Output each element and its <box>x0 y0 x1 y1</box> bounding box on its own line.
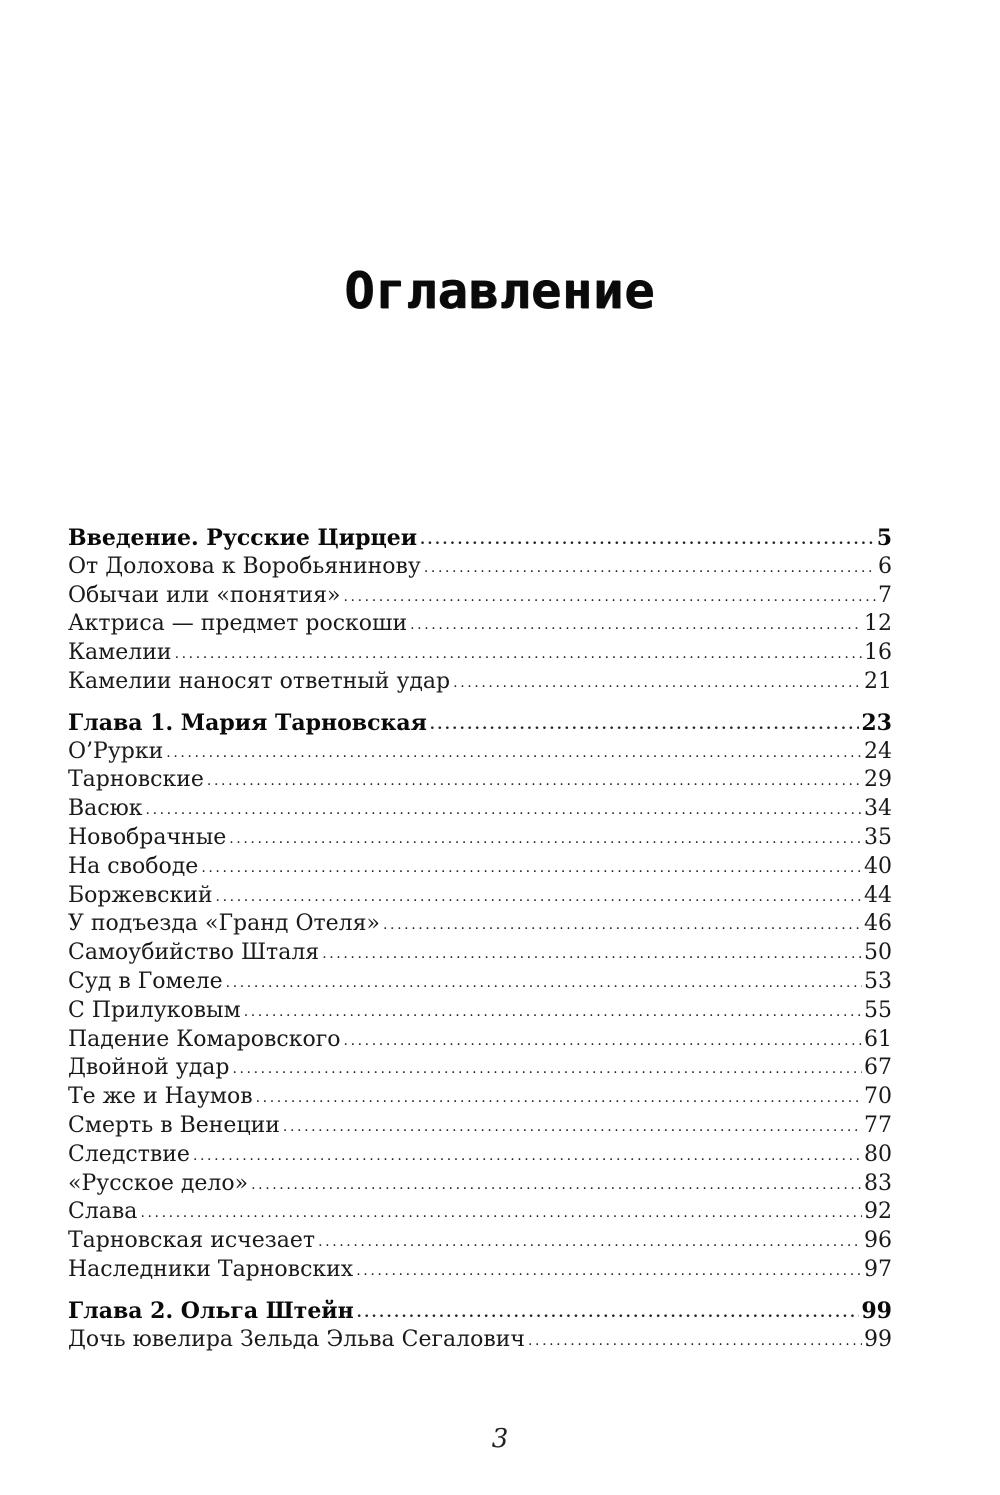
toc-heading-label: Глава 2. Ольга Штейн <box>68 1297 354 1324</box>
toc-entry[interactable] <box>68 939 892 968</box>
toc-entry-label: Слава <box>68 1199 138 1225</box>
dot-leader <box>420 526 875 555</box>
toc-entry-label: «Русское дело» <box>68 1170 249 1196</box>
dot-leader <box>146 796 862 825</box>
toc-page-number: 92 <box>864 1199 892 1225</box>
toc-page-number: 99 <box>861 1297 892 1324</box>
toc-entry[interactable] <box>68 1054 892 1083</box>
toc-entry-label: Наследники Тарновских <box>68 1256 354 1282</box>
dot-leader <box>193 1142 862 1171</box>
dot-leader <box>140 1199 862 1228</box>
toc-entry-label: Новобрачные <box>68 824 227 850</box>
toc-entry-label: У подъезда «Гранд Отеля» <box>68 911 380 937</box>
dot-leader <box>357 1299 860 1328</box>
toc-entry[interactable] <box>68 668 892 697</box>
dot-leader <box>226 969 862 998</box>
toc-entry-label: Камелии наносят ответный удар <box>68 668 451 694</box>
toc-page-number: 40 <box>864 853 892 879</box>
toc-page-number: 67 <box>864 1055 892 1081</box>
toc-page-number: 29 <box>864 767 892 793</box>
toc-page-number: 12 <box>864 611 892 637</box>
toc-entry[interactable] <box>68 853 892 882</box>
dot-leader <box>322 940 862 969</box>
dot-leader <box>318 1228 862 1257</box>
dot-leader <box>410 611 862 640</box>
toc-entry[interactable] <box>68 553 892 582</box>
toc-page-number: 53 <box>864 968 892 994</box>
toc-page-number: 16 <box>864 640 892 666</box>
dot-leader <box>453 669 862 698</box>
toc-section-heading[interactable] <box>68 709 892 738</box>
toc-entry[interactable] <box>68 882 892 911</box>
toc-page-number: 21 <box>864 668 892 694</box>
page-title: Оглавление <box>344 262 656 320</box>
toc-page-number: 35 <box>864 824 892 850</box>
toc-page-number: 77 <box>864 1112 892 1138</box>
section-spacer <box>68 1285 892 1297</box>
dot-leader <box>283 1113 862 1142</box>
toc-page-number: 55 <box>864 997 892 1023</box>
dot-leader <box>528 1327 862 1356</box>
toc-entry[interactable] <box>68 582 892 611</box>
dot-leader <box>232 1055 862 1084</box>
toc-entry-label: Тарновские <box>68 767 204 793</box>
toc-entry[interactable] <box>68 1112 892 1141</box>
toc-entry-label: Камелии <box>68 640 172 666</box>
toc-entry[interactable] <box>68 1227 892 1256</box>
toc-page-number: 80 <box>864 1141 892 1167</box>
toc-heading-label: Введение. Русские Цирцеи <box>68 525 418 551</box>
toc-page-number: 23 <box>861 709 892 736</box>
toc-heading-label: Глава 1. Мария Тарновская <box>68 709 427 736</box>
dot-leader <box>166 739 862 768</box>
toc-page-number: 70 <box>864 1084 892 1110</box>
toc-entry-label: Обычаи или «понятия» <box>68 582 341 608</box>
toc-entry-label: Двойной удар <box>68 1055 230 1081</box>
dot-leader <box>175 640 862 669</box>
toc-entry-label: Следствие <box>68 1141 190 1167</box>
table-of-contents <box>68 524 892 1354</box>
toc-page-number: 97 <box>864 1256 892 1282</box>
toc-entry-label: О’Рурки <box>68 738 164 764</box>
toc-entry-label: Падение Комаровского <box>68 1026 341 1052</box>
toc-entry[interactable] <box>68 738 892 767</box>
dot-leader <box>383 911 862 940</box>
toc-entry[interactable] <box>68 997 892 1026</box>
toc-page-number: 7 <box>878 582 892 608</box>
toc-entry-label: Актриса — предмет роскоши <box>68 611 408 637</box>
toc-page-number: 5 <box>876 525 892 551</box>
toc-entry-label: Тарновская исчезает <box>68 1228 316 1254</box>
toc-entry-label: На свободе <box>68 853 199 879</box>
toc-page-number: 50 <box>864 940 892 966</box>
section-spacer <box>68 697 892 709</box>
dot-leader <box>251 1171 862 1200</box>
toc-entry[interactable] <box>68 610 892 639</box>
toc-section-heading[interactable] <box>68 524 892 553</box>
dot-leader <box>424 554 876 583</box>
toc-page-number: 83 <box>864 1170 892 1196</box>
toc-entry[interactable] <box>68 1198 892 1227</box>
toc-page-number: 46 <box>864 911 892 937</box>
toc-entry-label: Самоубийство Шталя <box>68 940 320 966</box>
toc-entry-label: Дочь ювелира Зельда Эльва Сегалович <box>68 1326 525 1352</box>
toc-entry-label: Те же и Наумов <box>68 1084 253 1110</box>
dot-leader <box>244 998 862 1027</box>
toc-page-number: 96 <box>864 1228 892 1254</box>
toc-entry[interactable] <box>68 1083 892 1112</box>
toc-entry[interactable] <box>68 824 892 853</box>
toc-entry-label: Суд в Гомеле <box>68 968 223 994</box>
dot-leader <box>201 854 862 883</box>
dot-leader <box>356 1257 862 1286</box>
page-number: 3 <box>491 1424 509 1454</box>
toc-entry[interactable] <box>68 639 892 668</box>
toc-section-heading[interactable] <box>68 1297 892 1326</box>
toc-entry[interactable] <box>68 795 892 824</box>
toc-entry-label: Васюк <box>68 796 143 822</box>
toc-entry-label: Боржевский <box>68 882 213 908</box>
toc-entry-label: От Долохова к Воробьянинову <box>68 553 421 579</box>
toc-entry[interactable] <box>68 766 892 795</box>
dot-leader <box>207 767 862 796</box>
dot-leader <box>344 583 877 612</box>
dot-leader <box>344 1027 862 1056</box>
toc-entry[interactable] <box>68 968 892 997</box>
toc-entry[interactable] <box>68 1256 892 1285</box>
toc-page-number: 34 <box>864 796 892 822</box>
toc-entry[interactable] <box>68 1026 892 1055</box>
toc-entry[interactable] <box>68 1141 892 1170</box>
toc-entry[interactable] <box>68 1170 892 1199</box>
toc-entry-label: С Прилуковым <box>68 997 241 1023</box>
dot-leader <box>256 1084 862 1113</box>
dot-leader <box>229 825 862 854</box>
toc-page-number: 6 <box>878 553 892 579</box>
toc-page-number: 61 <box>864 1026 892 1052</box>
toc-page-number: 24 <box>864 738 892 764</box>
dot-leader <box>216 883 862 912</box>
dot-leader <box>430 711 860 740</box>
toc-entry[interactable] <box>68 1326 892 1355</box>
toc-entry-label: Смерть в Венеции <box>68 1112 280 1138</box>
toc-entry[interactable] <box>68 910 892 939</box>
toc-page-number: 44 <box>864 882 892 908</box>
toc-page-number: 99 <box>864 1326 892 1352</box>
